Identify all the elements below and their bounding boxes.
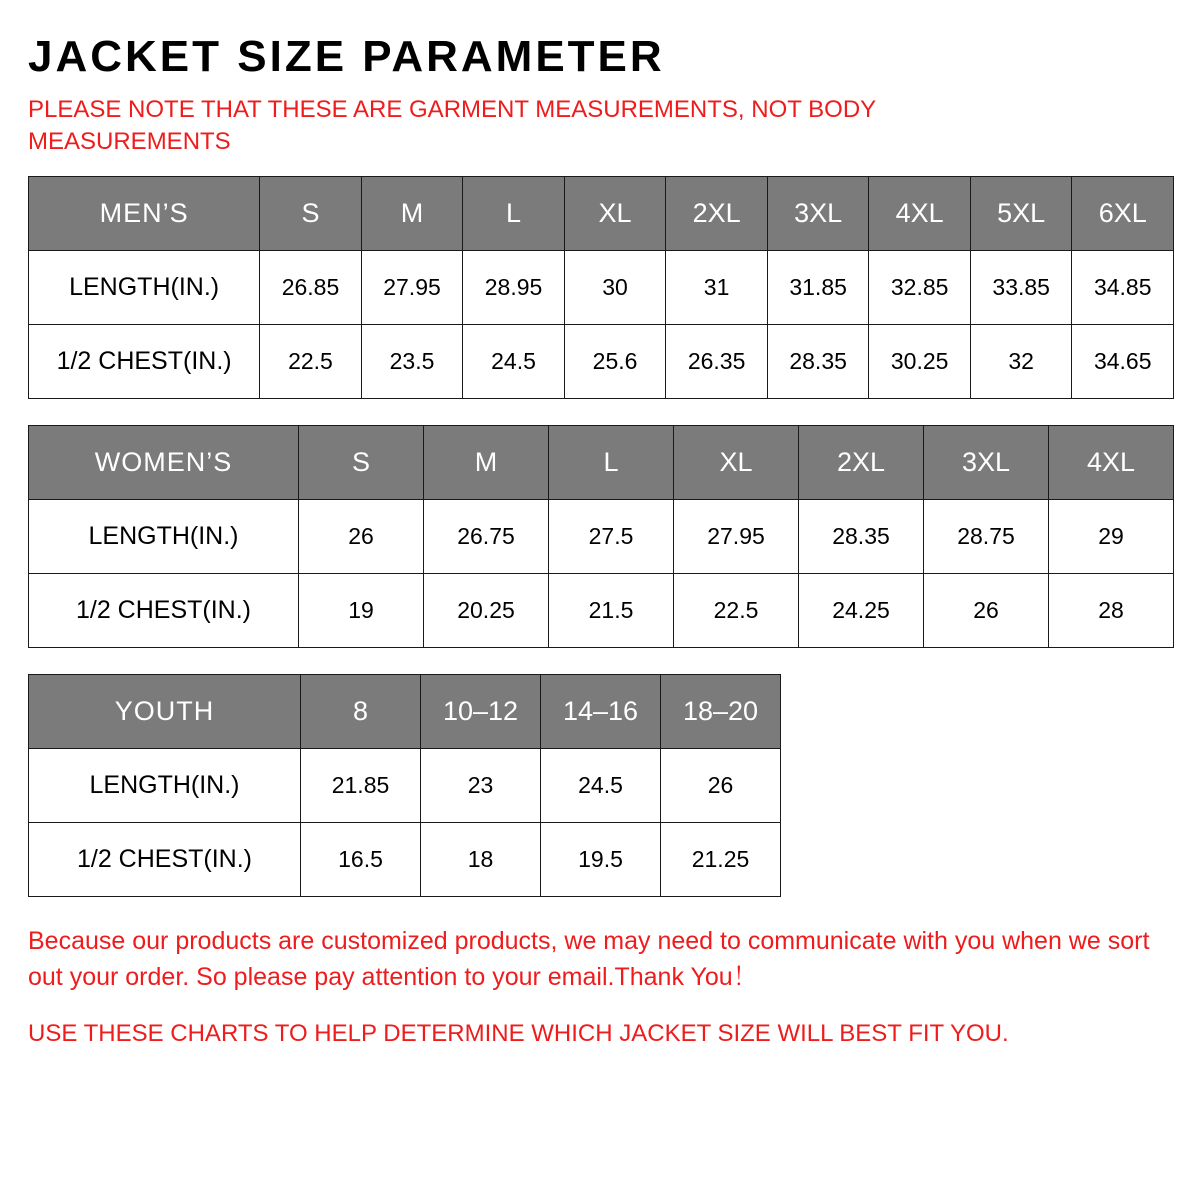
cell-value: 26	[661, 748, 781, 822]
cell-value: 28.95	[463, 250, 565, 324]
table-header-row	[29, 425, 1174, 499]
cell-value: 25.6	[564, 324, 666, 398]
row-label: LENGTH(IN.)	[29, 499, 299, 573]
cell-value: 28	[1049, 573, 1174, 647]
cell-value: 28.35	[799, 499, 924, 573]
size-header: 3XL	[924, 425, 1049, 499]
mens-corner-label: MEN’S	[29, 176, 260, 250]
row-label: 1/2 CHEST(IN.)	[29, 822, 301, 896]
size-header: XL	[564, 176, 666, 250]
cell-value: 26.85	[260, 250, 362, 324]
cell-value: 22.5	[260, 324, 362, 398]
size-header: M	[361, 176, 463, 250]
table-row	[29, 250, 1174, 324]
cell-value: 16.5	[301, 822, 421, 896]
table-row	[29, 748, 781, 822]
size-header: 4XL	[1049, 425, 1174, 499]
womens-corner-label: WOMEN’S	[29, 425, 299, 499]
cell-value: 26	[299, 499, 424, 573]
size-header: S	[299, 425, 424, 499]
table-row	[29, 573, 1174, 647]
size-header: 4XL	[869, 176, 971, 250]
cell-value: 28.35	[767, 324, 869, 398]
size-header: S	[260, 176, 362, 250]
size-header: L	[463, 176, 565, 250]
cell-value: 19.5	[541, 822, 661, 896]
size-header: 8	[301, 674, 421, 748]
size-header: 6XL	[1072, 176, 1174, 250]
row-label: LENGTH(IN.)	[29, 748, 301, 822]
cell-value: 18	[421, 822, 541, 896]
size-header: 2XL	[666, 176, 768, 250]
cell-value: 24.25	[799, 573, 924, 647]
table-header-row	[29, 176, 1174, 250]
cell-value: 33.85	[970, 250, 1072, 324]
size-header: 14–16	[541, 674, 661, 748]
womens-size-table	[28, 425, 1174, 648]
cell-value: 26.35	[666, 324, 768, 398]
size-header: 3XL	[767, 176, 869, 250]
cell-value: 31.85	[767, 250, 869, 324]
cell-value: 31	[666, 250, 768, 324]
cell-value: 21.5	[549, 573, 674, 647]
cell-value: 24.5	[463, 324, 565, 398]
size-header: 10–12	[421, 674, 541, 748]
cell-value: 21.25	[661, 822, 781, 896]
cell-value: 23.5	[361, 324, 463, 398]
cell-value: 30	[564, 250, 666, 324]
cell-value: 30.25	[869, 324, 971, 398]
mens-size-table	[28, 176, 1174, 399]
size-header: M	[424, 425, 549, 499]
cell-value: 29	[1049, 499, 1174, 573]
cell-value: 27.95	[361, 250, 463, 324]
cell-value: 28.75	[924, 499, 1049, 573]
cell-value: 27.95	[674, 499, 799, 573]
cell-value: 20.25	[424, 573, 549, 647]
youth-corner-label: YOUTH	[29, 674, 301, 748]
size-header: 18–20	[661, 674, 781, 748]
cell-value: 27.5	[549, 499, 674, 573]
cell-value: 26	[924, 573, 1049, 647]
table-row	[29, 324, 1174, 398]
cell-value: 19	[299, 573, 424, 647]
cell-value: 32	[970, 324, 1072, 398]
use-charts-note: USE THESE CHARTS TO HELP DETERMINE WHICH JACKET SIZE WILL BEST FIT YOU.	[28, 1020, 1009, 1048]
row-label: 1/2 CHEST(IN.)	[29, 573, 299, 647]
cell-value: 24.5	[541, 748, 661, 822]
size-header: 5XL	[970, 176, 1072, 250]
cell-value: 21.85	[301, 748, 421, 822]
cell-value: 23	[421, 748, 541, 822]
customized-products-note: Because our products are customized products, we may need to communicate with you when we sort out your order. So please pay attention to your email.Thank You！	[28, 926, 1150, 991]
row-label: LENGTH(IN.)	[29, 250, 260, 324]
cell-value: 26.75	[424, 499, 549, 573]
table-row	[29, 499, 1174, 573]
garment-measurement-note: PLEASE NOTE THAT THESE ARE GARMENT MEASUREMENTS, NOT BODY MEASUREMENTS	[28, 96, 876, 155]
size-header: L	[549, 425, 674, 499]
row-label: 1/2 CHEST(IN.)	[29, 324, 260, 398]
cell-value: 34.85	[1072, 250, 1174, 324]
size-header: 2XL	[799, 425, 924, 499]
cell-value: 34.65	[1072, 324, 1174, 398]
table-header-row	[29, 674, 781, 748]
cell-value: 22.5	[674, 573, 799, 647]
youth-size-table	[28, 674, 781, 897]
page-title: JACKET SIZE PARAMETER	[28, 32, 665, 81]
cell-value: 32.85	[869, 250, 971, 324]
table-row	[29, 822, 781, 896]
size-header: XL	[674, 425, 799, 499]
